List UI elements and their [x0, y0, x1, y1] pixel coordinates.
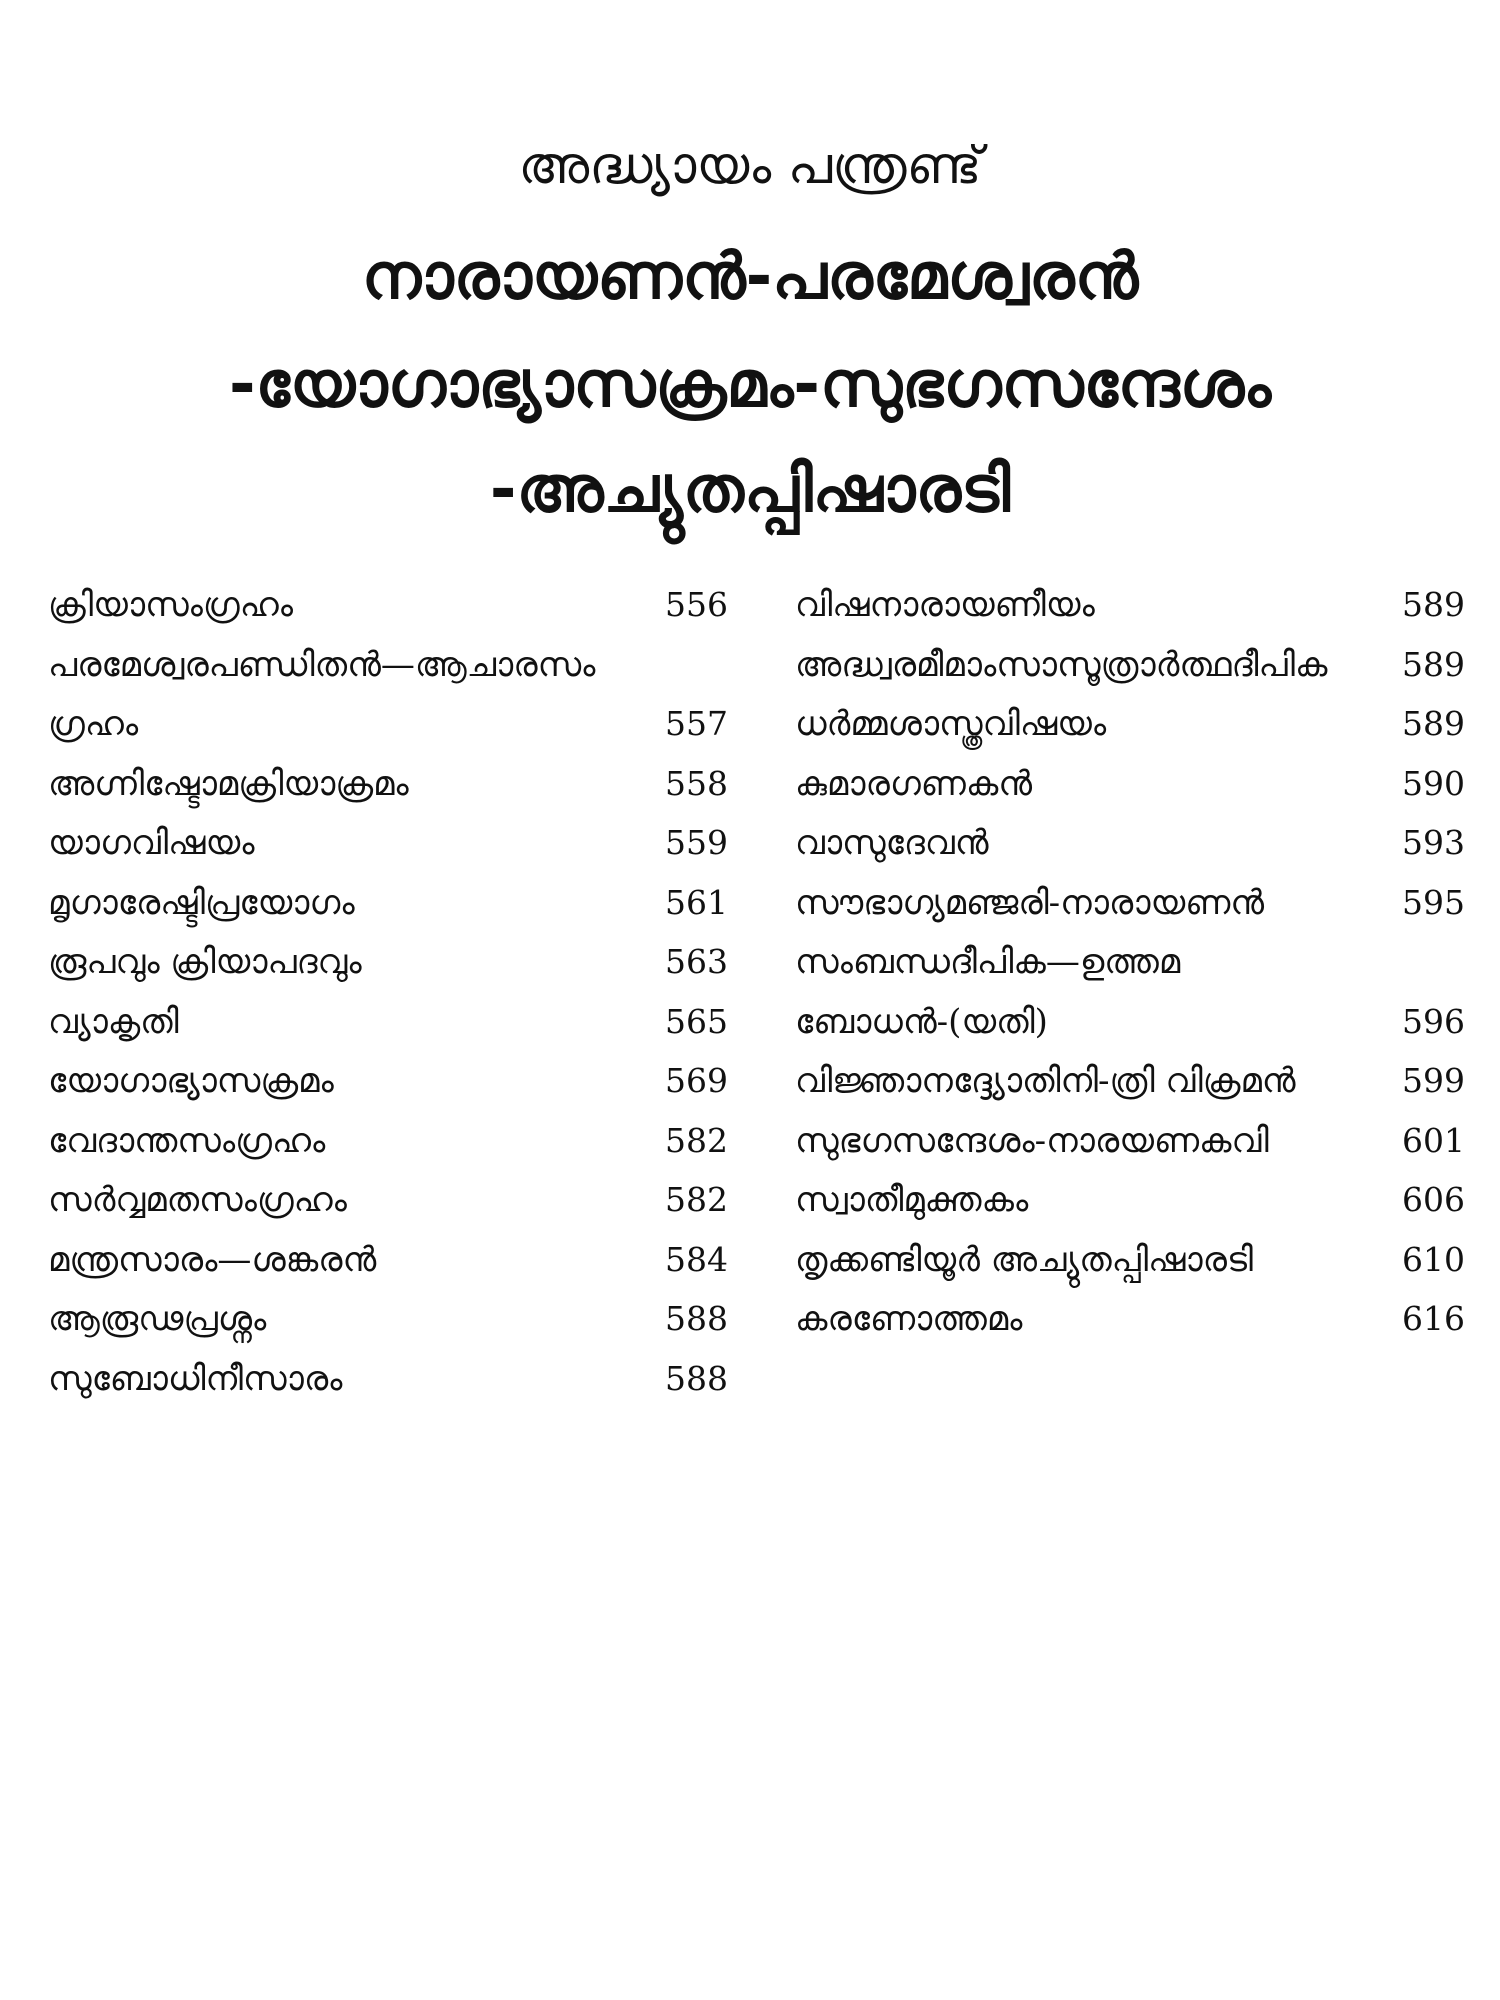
toc-entry-page: 606	[1402, 1180, 1465, 1219]
toc-entry-page: 601	[1402, 1120, 1465, 1160]
toc-entry	[48, 1061, 728, 1121]
toc-entry-page: 584	[665, 1239, 728, 1279]
toc-entry-page: 569	[665, 1061, 728, 1100]
toc-entry-page: 563	[665, 942, 728, 981]
toc-entry	[795, 1061, 1465, 1121]
toc-entry	[795, 764, 1465, 824]
toc-entry-title: മന്ത്രസാരം—ശങ്കരൻ	[48, 1239, 377, 1280]
toc-entry-title: ബോധൻ-(യതി)	[795, 1001, 1048, 1042]
toc-entry-title: വിജ്ഞാനദ്ദ്യോതിനി-ത്രി വിക്രമൻ	[795, 1061, 1296, 1101]
toc-entry	[795, 1002, 1465, 1062]
toc-entry	[48, 645, 728, 705]
toc-entry-page: 589	[1402, 704, 1465, 743]
chapter-label: അദ്ധ്യായം പന്ത്രണ്ട്	[518, 136, 982, 196]
toc-entry-title: കുമാരഗണകൻ	[795, 763, 1033, 804]
toc-entry-page: 616	[1402, 1299, 1465, 1338]
toc-entry-title: തൃക്കണ്ടിയൂർ അച്യുതപ്പിഷാരടി	[795, 1239, 1254, 1280]
toc-entry-title: സൗഭാഗ്യമഞ്ജരി-നാരായണൻ	[795, 882, 1265, 923]
toc-entry-title: യോഗാഭ്യാസക്രമം	[48, 1061, 334, 1101]
toc-entry	[48, 585, 728, 645]
toc-entry-title: സുബോധിനീസാരം	[48, 1358, 343, 1399]
toc-entry	[48, 704, 728, 764]
toc-entry-title: സംബന്ധദീപിക—ഉത്തമ	[795, 942, 1181, 982]
toc-entry	[48, 1299, 728, 1359]
chapter-title-line-1: നാരായണൻ-പരമേശ്വരൻ	[361, 240, 1139, 314]
toc-entry	[48, 1359, 728, 1419]
toc-entry-page: 593	[1402, 823, 1465, 862]
toc-entry	[795, 823, 1465, 883]
toc-entry-title: അദ്ധ്വരമീമാംസാസൂത്രാർത്ഥദീപിക	[795, 644, 1328, 685]
toc-entry	[795, 883, 1465, 943]
toc-entry-page: 595	[1402, 882, 1465, 922]
toc-entry-title: സർവ്വമതസംഗ്രഹം	[48, 1180, 347, 1220]
toc-entry-title: ഗ്രഹം	[48, 704, 139, 744]
toc-entry	[48, 942, 728, 1002]
toc-entry	[48, 764, 728, 824]
toc-entry-page: 561	[665, 882, 728, 922]
toc-entry	[48, 883, 728, 943]
toc-entry	[48, 1002, 728, 1062]
toc-entry-title: വ്യാകൃതി	[48, 1001, 179, 1042]
toc-entry-page: 588	[665, 1358, 728, 1398]
toc-entry	[795, 942, 1465, 1002]
toc-entry-page: 557	[665, 704, 728, 743]
toc-entry	[48, 1180, 728, 1240]
toc-entry	[795, 1240, 1465, 1300]
toc-entry-page: 559	[665, 823, 728, 862]
toc-entry	[795, 645, 1465, 705]
toc-entry-title: ആരൂഢപ്രശ്നം	[48, 1299, 267, 1339]
toc-entry	[48, 1121, 728, 1181]
chapter-title-line-2: -യോഗാഭ്യാസക്രമം-സുഭഗസന്ദേശം	[228, 348, 1272, 422]
toc-entry	[795, 1180, 1465, 1240]
toc-entry	[48, 823, 728, 883]
toc-entry-page: 558	[665, 763, 728, 803]
toc-entry	[795, 704, 1465, 764]
toc-entry	[48, 1240, 728, 1300]
toc-entry-title: മൃഗാരേഷ്ടിപ്രയോഗം	[48, 882, 355, 923]
toc-entry-title: അഗ്നിഷ്ടോമക്രിയാക്രമം	[48, 763, 409, 804]
toc-entry-title: സ്വാതീമുക്തകം	[795, 1180, 1029, 1220]
toc-entry-page: 590	[1402, 763, 1465, 803]
toc-entry	[795, 1299, 1465, 1359]
toc-entry-title: രൂപവും ക്രിയാപദവും	[48, 942, 362, 982]
toc-entry	[795, 585, 1465, 645]
toc-entry-page: 565	[665, 1001, 728, 1041]
toc-entry-page: 589	[1402, 585, 1465, 624]
toc-entry-page: 582	[665, 1180, 728, 1219]
toc-entry-page: 556	[665, 585, 728, 624]
toc-entry-page: 589	[1402, 644, 1465, 684]
toc-entry-title: കരണോത്തമം	[795, 1299, 1023, 1339]
toc-entry-title: വേദാന്തസംഗ്രഹം	[48, 1120, 326, 1161]
toc-entry-title: വിഷനാരായണീയം	[795, 585, 1095, 625]
toc-entry-title: വാസുദേവൻ	[795, 823, 989, 863]
toc-entry-title: സുഭഗസന്ദേശം-നാരയണകവി	[795, 1120, 1269, 1161]
chapter-title-line-3: -അച്യുതപ്പിഷാരടി	[489, 453, 1011, 527]
toc-left-column	[48, 585, 728, 1418]
toc-entry-page: 582	[665, 1120, 728, 1160]
toc-right-column	[795, 585, 1465, 1359]
toc-entry-title: ക്രിയാസംഗ്രഹം	[48, 585, 293, 625]
toc-entry-page: 588	[665, 1299, 728, 1338]
toc-entry-title: യാഗവിഷയം	[48, 823, 255, 863]
toc-entry-page: 596	[1402, 1001, 1465, 1041]
toc-entry-title: പരമേശ്വരപണ്ഡിതൻ—ആചാരസം	[48, 644, 596, 685]
toc-entry-page: 610	[1402, 1239, 1465, 1279]
toc-entry	[795, 1121, 1465, 1181]
toc-entry-page: 599	[1402, 1061, 1465, 1100]
toc-entry-title: ധർമ്മശാസ്ത്രവിഷയം	[795, 704, 1107, 744]
